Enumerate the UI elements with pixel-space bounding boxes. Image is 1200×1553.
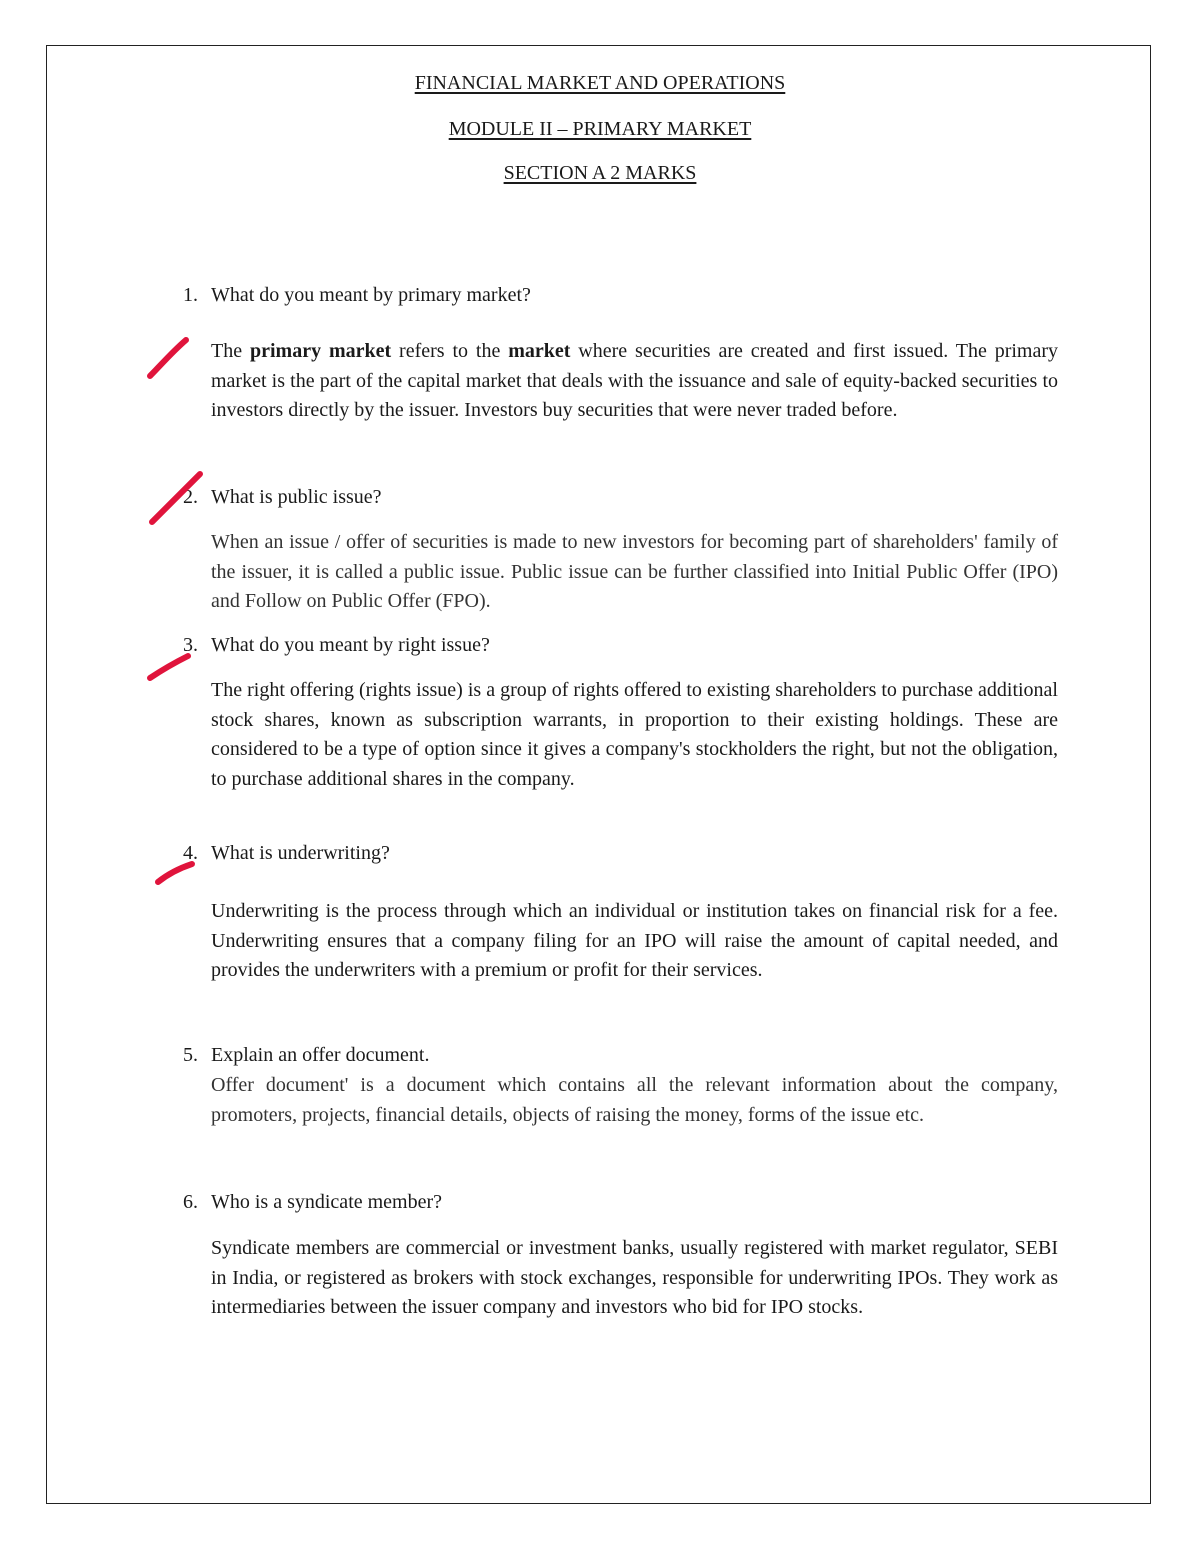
section-title: SECTION A 2 MARKS	[503, 162, 697, 184]
answer-text: The	[211, 340, 250, 362]
answer-5: Offer document' is a document which contains all the relevant information about the company, promoters, projects, financial details, objects of raising the money, forms of the issue etc.	[211, 1074, 1058, 1126]
question-text: Who is a syndicate member?	[211, 1191, 443, 1213]
question-text: What do you meant by primary market?	[211, 284, 531, 306]
answer-2: When an issue / offer of securities is made to new investors for becoming part of shareholders' family of the issuer, it is called a public issue. Public issue can be further classified into Initial Public Offer (IPO) and Follow on Public Offer (FPO).	[211, 531, 1058, 612]
answer-6: Syndicate members are commercial or investment banks, usually registered with market regulator, SEBI in India, or registered as brokers with stock exchanges, responsible for underwriting IPOs. They work as intermediaries between the issuer company and investors who bid for IPO stocks.	[211, 1237, 1058, 1318]
course-title: FINANCIAL MARKET AND OPERATIONS	[414, 72, 786, 94]
question-number: 6.	[183, 1191, 198, 1213]
answer-bold-term: market	[508, 340, 571, 362]
answer-text: where securities are created and first issued. The primary market is the part of the capital market that deals with the issuance and sale of equity-backed securities to investors directly by the issuer. Investors buy securities that were never traded before.	[211, 340, 1059, 421]
question-text: What is public issue?	[211, 486, 382, 508]
answer-bold-term: primary market	[249, 340, 392, 362]
question-number: 4.	[183, 842, 198, 864]
question-number: 2.	[183, 486, 198, 508]
question-number: 5.	[183, 1044, 198, 1066]
question-text: What is underwriting?	[211, 842, 390, 864]
question-text: Explain an offer document.	[211, 1044, 430, 1066]
question-number: 1.	[183, 284, 198, 306]
question-number: 3.	[183, 634, 198, 656]
question-text: What do you meant by right issue?	[211, 634, 490, 656]
answer-text: refers to the	[391, 340, 509, 362]
module-title: MODULE II – PRIMARY MARKET	[448, 118, 752, 140]
answer-1	[211, 337, 1058, 426]
answer-3: The right offering (rights issue) is a group of rights offered to existing shareholders to purchase additional stock shares, known as subscription warrants, in proportion to their existing holdings. These are considered to be a type of option since it gives a company's stockholders the right, but not the obligation, to purchase additional shares in the company.	[211, 679, 1058, 790]
answer-4: Underwriting is the process through which an individual or institution takes on financial risk for a fee. Underwriting ensures that a company filing for an IPO will raise the amount of capital needed, and provides the underwriters with a premium or profit for their services.	[211, 900, 1058, 981]
